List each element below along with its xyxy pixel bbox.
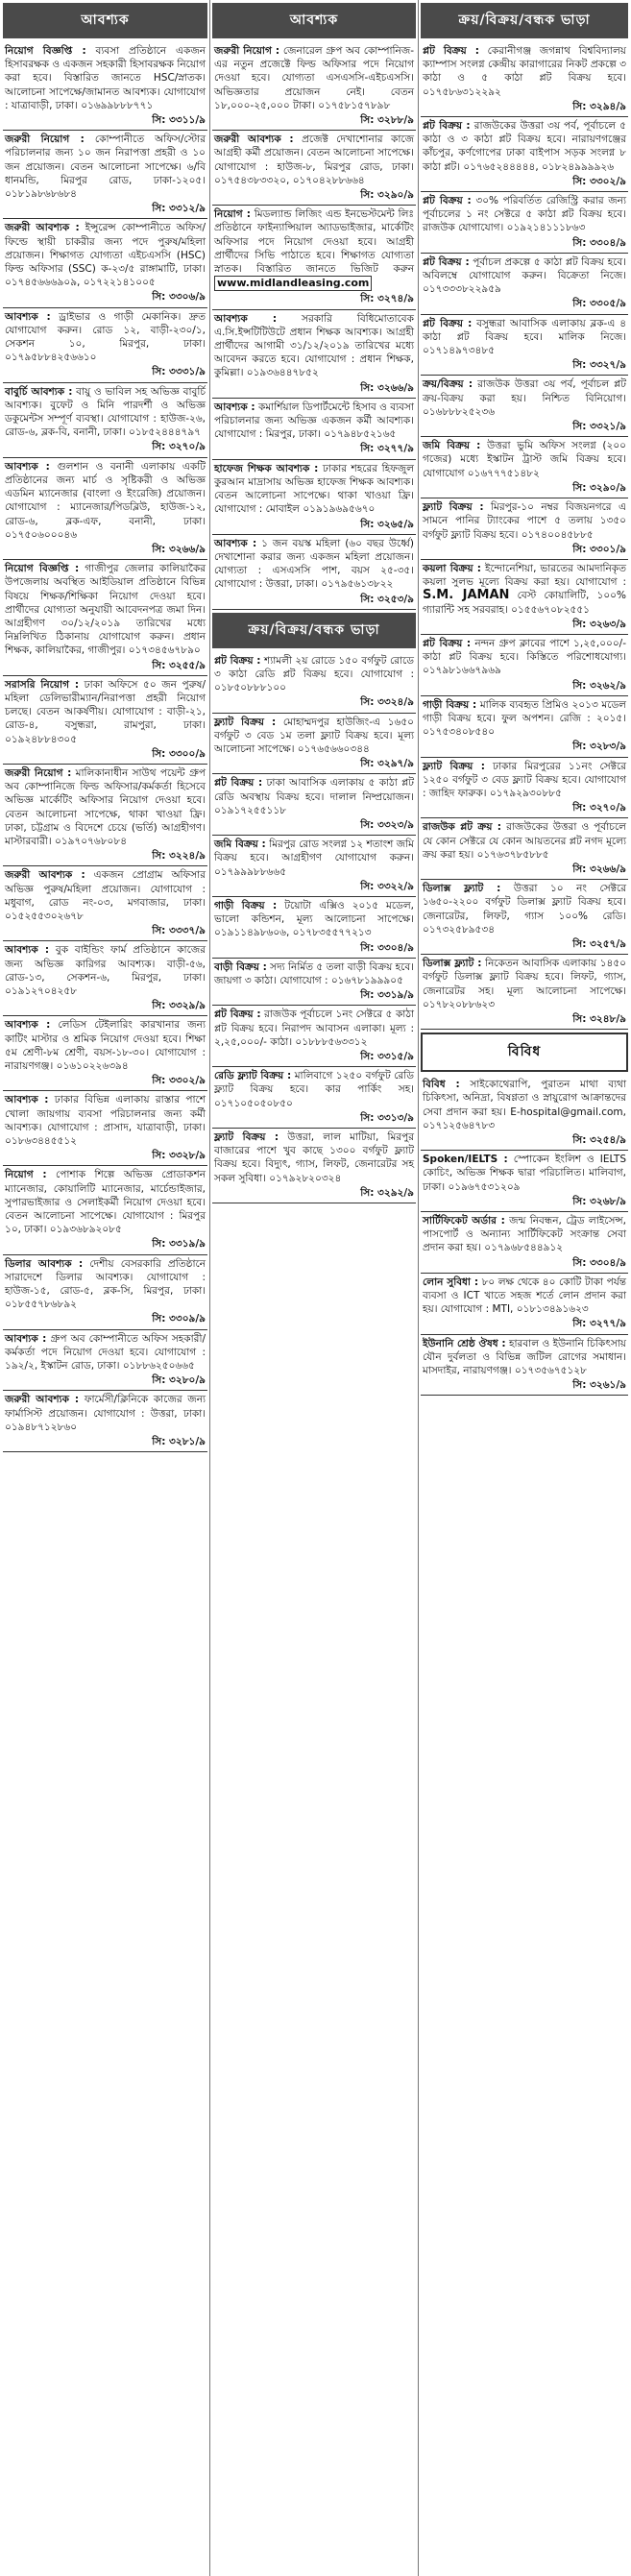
ad-ref-code: সি: ৩২৬৬/৯ xyxy=(152,543,206,555)
ad-ref-code: সি: ৩৩৩১/৯ xyxy=(152,366,206,378)
ad-body: বায়ু ও ভাবিল সহ অভিজ্ঞ বাবুর্চি আবশ্যক। বুফেট ও মিনি পারদর্শী ও অভিজ্ঞ ডকুমেন্টস সম্পূর্ণ ব্যবস্থা। যোগাযোগ : হাউজ-২৬, রোড-৬, ব্লক-বি, বনানী, ঢাকা। ০১৮৫২৪৪৪৭৯৭ xyxy=(5,385,206,439)
ad-keyword: আবশ্যক : xyxy=(5,1019,51,1032)
classified-ad xyxy=(212,42,416,131)
ad-body: উত্তরা, লাল মাটিয়া, মিরপুর বাজারের পাশে খুব কাছে ১৩০০ বর্গফুট ফ্ল্যাট বিক্রয় হবে। বিদ্যুৎ, গ্যাস, লিফট, জেনারেটর সহ সকল সুবিধা। ০১৭৯২৮২০৩২৪ xyxy=(214,1131,415,1184)
classified-ad xyxy=(212,131,416,206)
ad-keyword: নিয়োগ বিজ্ঞপ্তি : xyxy=(5,563,80,575)
ad-body: পূর্বাচল প্রকল্পে ৫ কাঠা প্লট বিক্রয় হবে। অবিলম্বে যোগাযোগ করুন। বিক্রেতা নিজে। ০১৭৩৩৩৮২২৯৫৯ xyxy=(423,255,626,296)
classified-ad xyxy=(3,765,207,866)
ad-body: গাজীপুর জেলার কালিয়াকৈর উপজেলায় অবস্থিত আইডিয়াল প্রতিষ্ঠানে বিভিন্ন বিষয়ে শিক্ষক/শিক্ষিকা নিয়োগ দেওয়া হবে। প্রার্থীদের যোগ্যতা অনুযায়ী আবেদনপত্র জমা দিন। আগ্রহীগণ ৩০/১২/২০১৯ তারিখের মধ্যে নিম্নলিখিত ঠিকানায় যোগাযোগ করুন। প্রধান শিক্ষক, কালিয়াকৈর, গাজীপুর। ০১৭৩৪৫৬৭৮৯০ xyxy=(5,563,206,657)
ad-body: বসুন্ধরা আবাসিক এলাকায় ব্লক-এ ৪ কাঠা প্লট বিক্রয় হবে। মালিক নিজে। ০১৭১৪৯৭৩৪৮৫ xyxy=(423,317,627,357)
ad-ref-code: সি: ৩২৪৮/৯ xyxy=(572,1013,626,1025)
classified-ad xyxy=(421,696,628,758)
classified-ad xyxy=(212,897,416,959)
ad-ref-code: সি: ৩২৯৭/৯ xyxy=(360,758,414,770)
classified-ad xyxy=(212,460,416,535)
ad-ref-code: সি: ৩২৬৬/৯ xyxy=(572,863,626,875)
classified-ad xyxy=(3,219,207,307)
ad-keyword: কয়লা বিক্রয় : xyxy=(423,562,481,574)
classified-ad xyxy=(3,560,207,676)
classified-ad xyxy=(421,315,628,377)
ad-body: ৩০% পরিবর্তিত রেজিস্ট্রি করার জন্য পূর্বাচলের ১ নং সেক্টরে ৫ কাঠা প্লট বিক্রয় হবে। রাজউক যোগাযোগ। ০১৯২১৪১১১৮৬৩ xyxy=(423,195,626,234)
ad-ref-code: সি: ৩২৯৪/৯ xyxy=(572,100,626,112)
ad-keyword: বাবুর্চি আবশ্যক : xyxy=(5,385,73,398)
ad-ref-code: সি: ৩২৬৫/৯ xyxy=(360,518,414,530)
ad-ref-code: সি: ৩২৮৩/৯ xyxy=(572,741,626,753)
ad-ref-code: সি: ৩৩০৪/৯ xyxy=(360,941,414,954)
ad-ref-code: সি: ৩৩২৯/৯ xyxy=(152,1000,206,1012)
ad-body: মিরপুর রোড সংলগ্ন ১২ শতাংশ জমি বিক্রয় হবে। আগ্রহীগণ যোগাযোগ করুন। ০১৭৯৯৯৮৮৬৬৫ xyxy=(214,838,414,878)
ad-body: রাজউক উত্তরা ৩য় পর্ব, পূর্বাচল প্লট ক্রয়-বিক্রয় করা হয়। নিশ্চিত বিনিয়োগ। ০১৬৮৮৮২৫২৩৬ xyxy=(423,378,627,418)
classified-ad xyxy=(212,1129,416,1203)
classified-ad xyxy=(212,206,416,309)
ad-keyword: প্লট বিক্রয় : xyxy=(214,654,261,667)
ad-ref-code: সি: ৩৩০১/৯ xyxy=(572,543,626,555)
ad-ref-code: সি: ৩৩২৩/৯ xyxy=(360,818,414,831)
classified-ad xyxy=(421,1212,628,1274)
ad-ref-code: সি: ৩২৮১/৯ xyxy=(152,1436,206,1448)
column-divider xyxy=(209,0,210,2576)
ad-ref-code: সি: ৩২৫৪/৯ xyxy=(572,1134,626,1147)
column-2 xyxy=(212,0,416,2576)
ad-body: ৮০ লক্ষ থেকে ৪০ কোটি টাকা পর্যন্ত ব্যবসা ও ICT খাতে সহজ শর্তে লোন প্রদান করা হয়। যোগাযোগ : MTI, ০১৮১৩৪৯১৬২৩ xyxy=(423,1276,626,1316)
ad-keyword: ডিলার আবশ্যক : xyxy=(5,1257,84,1270)
classified-ad xyxy=(3,866,207,941)
classified-ad xyxy=(212,836,416,897)
ad-body: নন্দন গ্রুপ ক্লাবের পাশে ১,২৫,০০০/- কাঠা প্লট বিক্রয় হবে। কিস্তিতে পরিশোধযোগ্য। ০১৭৯৮১৬৬৭৯৬৯ xyxy=(423,637,626,677)
ad-keyword: আবশ্যক : xyxy=(214,401,255,413)
ad-keyword: জরুরী নিয়োগ : xyxy=(5,766,72,779)
ad-keyword: রেডি ফ্ল্যাট বিক্রয় : xyxy=(214,1070,292,1082)
ad-body: ব্যবসা প্রতিষ্ঠানে একজন হিসাবরক্ষক ও একজন সহকারী হিসাবরক্ষক নিয়োগ করা হবে। বিস্তারিত জানতে HSC/স্নাতক। আলোচনা সাপেক্ষে/জামানত আবশ্যক। যোগাযোগ : যাত্রাবাড়ী, ঢাকা। ০১৬৯৯৮৮৮৭৭১ xyxy=(5,45,206,111)
ad-body: মিরপুর-১০ নম্বর বিজয়নগরে এ সামনে পানির ট্যাংকের পাশে ৫ তলায় ১৩৫০ বর্গফুট ফ্ল্যাট বিক্রয় হবে। ০১৭৪০০৪৫৮৮৫ xyxy=(423,501,626,541)
classified-ad xyxy=(3,1391,207,1452)
classified-ad xyxy=(3,1255,207,1330)
classified-ad xyxy=(421,1274,628,1335)
classified-ad xyxy=(421,758,628,819)
ad-keyword: জমি বিক্রয় : xyxy=(214,838,266,851)
ad-ref-code: সি: ৩২৬৩/৯ xyxy=(572,618,626,630)
classified-ad xyxy=(421,192,628,254)
ad-body: মালিবাগে ১২৫০ বর্গফুট রেডি ফ্ল্যাট বিক্রয় হবে। কার পার্কিং সহ। ০১৭১০৫০৫০৮৫০ xyxy=(214,1070,415,1109)
ad-keyword: গাড়ী বিক্রয় : xyxy=(423,698,477,711)
ad-body: উত্তরা ১০ নং সেক্টরে ১৬৫০-২২০০ বর্গফুট ডিলাক্স ফ্ল্যাট বিক্রয় হবে। জেনারেটর, লিফট, গ্যাস ১০০% রেডি। ০১৭৩২৫৮৯৫৩৪ xyxy=(423,883,626,936)
column-divider xyxy=(418,0,419,2576)
ad-ref-code: সি: ৩২৭৪/৯ xyxy=(360,293,414,305)
classified-ad xyxy=(421,498,628,560)
ad-keyword: জরুরী আবশ্যক : xyxy=(5,1394,80,1406)
classified-ad xyxy=(3,941,207,1016)
ad-keyword: প্লট বিক্রয় : xyxy=(423,195,472,207)
ad-keyword: জরুরী আবশ্যক : xyxy=(5,222,80,234)
ad-ref-code: সি: ৩৩০৪/৯ xyxy=(572,236,626,249)
ad-body: ঢাকার মিরপুরের ১১নং সেক্টরে ১২৫০ বর্গফুট ৩ বেড ফ্ল্যাট বিক্রয় হবে। যোগাযোগ : জাহিদ ফারুক। ০১৭৯২৯৩০৮৮৫ xyxy=(423,760,626,799)
ad-body: পোশাক শিল্পে অভিজ্ঞ প্রোডাকশন ম্যানেজার, কোয়ালিটি ম্যানেজার, মার্চেন্ডাইজার, সুপারভাইজার ও সেলাইকর্মী নিয়োগ দেওয়া হবে। বেতন আলোচনা সাপেক্ষে। যোগাযোগ : মিরপুর ১০, ঢাকা। ০১৯৩৬৮৯২০৮৫ xyxy=(5,1169,206,1236)
ad-body: গ্রুপ অব কোম্পানীতে অফিস সহকারী/কর্মকর্তা পদে নিয়োগ দেওয়া হবে। যোগাযোগ : ১৯২/২, ইস্কাটন রোড, ঢাকা। ০১৮৮৬২৫০৬৬৫ xyxy=(5,1332,206,1373)
ad-ref-code: সি: ৩৩২২/৯ xyxy=(360,880,414,892)
classified-ad xyxy=(421,1151,628,1212)
ad-ref-code: সি: ৩৩১২/৯ xyxy=(152,203,206,215)
ad-keyword: ফ্ল্যাট বিক্রয় : xyxy=(214,716,277,728)
ad-ref-code: সি: ৩২৫৫/৯ xyxy=(152,659,206,671)
classified-ad xyxy=(421,117,628,192)
ad-keyword: ফ্ল্যাট বিক্রয় : xyxy=(423,501,484,514)
ad-body: মোহাম্মদপুর হাউজিং-এ ১৬৫০ বর্গফুট ৩ বেড ১ম তলা ফ্ল্যাট বিক্রয় হবে। মূল্য আলোচনা সাপেক্ষে। ০১৭৬৫৬৬০৩৪৪ xyxy=(214,716,414,755)
ad-ref-code: সি: ৩২৯০/৯ xyxy=(360,189,414,202)
ad-ref-code: সি: ৩৩০২/৯ xyxy=(572,175,626,187)
ad-ref-code: সি: ৩৩২৭/৯ xyxy=(572,359,626,372)
ad-keyword: Spoken/IELTS : xyxy=(423,1154,508,1166)
ad-keyword: ইউনানি শ্রেষ্ঠ ঔষধ : xyxy=(423,1337,506,1349)
classified-ad xyxy=(3,308,207,383)
ad-keyword: আবশ্যক : xyxy=(5,1094,49,1106)
classified-ad xyxy=(212,774,416,836)
ad-ref-code: সি: ৩২৬১/৯ xyxy=(572,1379,626,1392)
classified-ad xyxy=(421,560,628,635)
ad-keyword: আবশ্যক : xyxy=(5,460,50,473)
ad-keyword: জরুরী নিয়োগ : xyxy=(5,134,85,146)
ad-body: মালিক ব্যবহৃত প্রিমিও ২০১৩ মডেল গাড়ী বিক্রয় হবে। ফুল অপশন। রেজি : ২০১৫। ০১৭৫৩৪০৮৫৪০ xyxy=(423,698,626,739)
ad-body: কেরানীগঞ্জ জগন্নাথ বিশ্ববিদ্যালয় ক্যাম্পাস সংলগ্ন কেন্দ্রীয় কারাগারের নিকট প্রকল্পে ৩ কাঠা ও ৫ কাঠা প্লট বিক্রয় হবে। ০১৭৫৮৬৩১২২৯২ xyxy=(423,45,626,98)
ad-keyword: গাড়ী বিক্রয় : xyxy=(214,899,278,911)
ad-keyword: নিয়োগ : xyxy=(5,1169,47,1181)
ad-body-cont: বেস্ট কোয়ালিটি, ১০০% গ্যারান্টি সহ সরবরাহ। ০১৫৫৬৭০৮২৫৫১ xyxy=(423,590,626,616)
ad-keyword: বাড়ী বিক্রয় : xyxy=(214,960,267,973)
ad-ref-code: সি: ৩৩০০/৯ xyxy=(152,747,206,760)
section-header: আবশ্যক xyxy=(212,3,416,38)
ad-body: মিডল্যান্ড লিজিং এন্ড ইনভেস্টমেন্ট লিঃ প্রতিষ্ঠানে ফাইন্যান্সিয়াল অ্যাডভাইজার, মার্কেটিং অফিসার পদে নিয়োগ দেওয়া হবে। আগ্রহী প্রার্থীদের সিভি পাঠাতে হবে। শিক্ষাগত যোগ্যতা স্নাতক। বিস্তারিত জানতে ভিজিট করুন xyxy=(214,208,414,276)
ad-keyword: ক্রয়/বিক্রয় : xyxy=(423,378,473,391)
ad-keyword: ডিলাক্স ফ্ল্যাট : xyxy=(423,958,482,970)
ad-body: ঢাকা অফিসে ৫০ জন পুরুষ/মহিলা ডেলিভারীম্যান/নিরাপত্তা প্রহরী নিয়োগ চলছে। বেতন আকর্ষণীয়। যোগাযোগ : বাড়ী-২১, রোড-৪, বসুন্ধরা, রামপুরা, ঢাকা। ০১৯২৪৮৮৪৩০৫ xyxy=(5,678,206,745)
ad-ref-code: সি: ৩২৭০/৯ xyxy=(572,802,626,814)
ad-ref-code: সি: ৩৩০৯/৯ xyxy=(152,1313,206,1325)
ad-keyword: বিবিধ : xyxy=(423,1079,460,1091)
ad-ref-code: সি: ৩২৭৭/৯ xyxy=(360,443,414,455)
ad-ref-code: সি: ৩২৭০/৯ xyxy=(152,441,206,453)
ad-keyword: জরুরী আবশ্যক : xyxy=(5,869,85,882)
column-3 xyxy=(421,0,628,2576)
ad-keyword: সার্টিফিকেট অর্ডার : xyxy=(423,1215,505,1227)
ad-ref-code: সি: ৩৩৩৭/৯ xyxy=(152,925,206,937)
classified-ad xyxy=(3,131,207,219)
classified-ad xyxy=(3,1091,207,1166)
ad-body: জন্ম নিবন্ধন, ট্রেড লাইসেন্স, পাসপোর্ট ও অন্যান্য সার্টিফিকেট সংক্রান্ত সেবা প্রদান করা হয়। ০১৭৯৬৮৫৪৪৯১২ xyxy=(423,1215,626,1254)
ad-ref-code: সি: ৩৩২৪/৯ xyxy=(360,696,414,709)
classified-ad xyxy=(3,458,207,560)
ad-keyword: রাজউক প্লট ক্রয় : xyxy=(423,821,501,834)
ad-body: গুলশান ও বনানী এলাকায় একটি প্রতিষ্ঠানের জন্য মার্চ ও সৃষ্টিকরী ও অভিজ্ঞ এডমিন ম্যানেজার (বাংলা ও ইংরেজি) প্রয়োজন। যোগাযোগ : ম্যানেজার/পিডব্লিউ, হাউজ-১২, রোড-৬, ব্লক-এফ, বনানী, ঢাকা। ০১৭৫০৬০০০৪৬ xyxy=(5,460,206,541)
classified-ad xyxy=(421,42,628,117)
classified-ad xyxy=(3,42,207,131)
ad-ref-code: সি: ৩২৫৭/৯ xyxy=(572,937,626,950)
ad-ref-code: সি: ৩৩২১/৯ xyxy=(572,421,626,433)
ad-keyword: প্লট বিক্রয় : xyxy=(214,1009,261,1021)
ad-body: শ্যামলী ২য় রোডে ১৫০ বর্গফুট রোডে ৩ কাঠা রেডি প্লট বিক্রয় হবে। যোগাযোগ : ০১৮৫০৮৮৮১০০ xyxy=(214,654,414,694)
ad-keyword: জরুরী আবশ্যক : xyxy=(214,134,294,146)
ad-ref-code: সি: ৩২২৪/৯ xyxy=(152,850,206,863)
ad-keyword: নিয়োগ বিজ্ঞপ্তি : xyxy=(5,45,86,57)
classified-ad xyxy=(421,437,628,498)
ad-ref-code: সি: ৩২৬৬/৯ xyxy=(360,381,414,394)
ad-body: জেনারেল গ্রুপ অব কোম্পানিজ-এর নতুন প্রজেক্টে ফিল্ড অফিসার পদে নিয়োগ দেওয়া হবে। যোগ্যতা এসএসসি-এইচএসসি। অভিজ্ঞতার প্রয়োজন নেই। বেতন ১৮,০০০-২৫,০০০ টাকা। ০১৭৫৮১৫৭৮৯৮ xyxy=(214,45,415,111)
ad-body: ১ জন বয়স্ক মহিলা (৬০ বছর উর্ধ্বে) দেখাশোনা করার জন্য একজন মহিলা প্রয়োজন। যোগ্যতা : এসএসসি পাশ, বয়স ২৫-৩৫। যোগাযোগ : উত্তরা, ঢাকা। ০১৭৯৫৬১৩৮২২ xyxy=(214,537,414,591)
classified-ad xyxy=(421,1335,628,1397)
ad-keyword: আবশ্যক : xyxy=(5,1332,47,1345)
ad-body: প্রজেক্ট দেখাশোনার কাজে আগ্রহী কর্মী প্রয়োজন। বেতন আলোচনা সাপেক্ষে। যোগাযোগ : হাউজ-৮, মিরপুর রোড, ঢাকা। ০১৭৫৪৩৮৩৩২০, ০১৭০৪২৮৮৬৬৪ xyxy=(214,134,414,186)
classified-ad xyxy=(212,652,416,714)
ad-body: উত্তরা ভুমি অফিস সংলগ্ন (২০০ গজের) মধ্যে ইস্কাটন ট্রাস্ট জমি বিক্রয় হবে। যোগাযোগ ০১৬৭৭৭৫১৪৮২ xyxy=(423,440,626,479)
ad-body: দেশীয় বেসরকারি প্রতিষ্ঠানে সারাদেশে ডিলার আবশ্যক। যোগাযোগ : হাউজ-১৫, রোড-৫, ব্লক-সি, মিরপুর, ঢাকা। ০১৮৫৫৭৮৬৮৯২ xyxy=(5,1257,206,1311)
classified-ad xyxy=(212,535,416,610)
ad-keyword: প্লট বিক্রয় : xyxy=(214,777,263,790)
ad-body: হারবাল ও ইউনানি চিকিৎসায় যৌন দুর্বলতা ও বিভিন্ন জটিল রোগের সমাধান। মাসদাইর, নারায়ণগঞ্জ। ০১৭৩৫৬৭৫১২৮ xyxy=(423,1337,626,1377)
classified-ad xyxy=(3,1330,207,1392)
ad-ref-code: সি: ৩২৯২/৯ xyxy=(360,1186,414,1199)
website-link[interactable]: www.midlandleasing.com xyxy=(214,276,372,291)
ad-body: কোম্পানীতে অফিস/স্টোর পরিচালনার জন্য ১০ জন নিরাপত্তা প্রহরী ও ১০ জন প্রয়োজন। বেতন আলোচনা সাপেক্ষে। ৬/বি ধানমন্ডি, মিরপুর রোড, ঢাকা-১২০৫। ০১৮১৯৮৬৮৬৮৪ xyxy=(5,134,206,201)
ad-keyword: আবশ্যক : xyxy=(214,537,257,549)
ad-ref-code: সি: ৩৩০৪/৯ xyxy=(572,1256,626,1269)
ad-keyword: ডিলাক্স ফ্ল্যাট : xyxy=(423,883,501,895)
ad-ref-code: সি: ৩৩১৯/৯ xyxy=(152,1238,206,1251)
ad-ref-code: সি: ৩৩০২/৯ xyxy=(152,1075,206,1087)
ad-keyword: লোন সুবিধা : xyxy=(423,1276,479,1288)
classified-ad xyxy=(421,1076,628,1151)
ad-body: সদ্য নির্মিত ৫ তলা বাড়ী বিক্রয় হবে। জায়গা ৩ কাঠা। যোগাযোগ : ০১৬৭৮১৯৯৯০৫ xyxy=(214,960,414,986)
classified-ad xyxy=(212,714,416,775)
ad-ref-code: সি: ৩২৬৮/৯ xyxy=(572,1195,626,1207)
ad-keyword: প্লট বিক্রয় : xyxy=(423,637,472,649)
ad-keyword: ফ্ল্যাট বিক্রয় : xyxy=(423,760,485,772)
section-header: ক্রয়/বিক্রয়/বন্ধক ভাড়া xyxy=(212,613,416,648)
ad-keyword: আবশ্যক : xyxy=(5,944,50,957)
ad-body: টয়োটা এক্সিও ২০১৫ মডেল, ভালো কন্ডিশন, মূল্য আলোচনা সাপেক্ষে। ০১৯১১৪৯৮৬০৬, ০১৭৮৩৫৫৭৭২১৩ xyxy=(214,899,415,939)
ad-keyword: প্লট বিক্রয় : xyxy=(423,317,473,329)
ad-body: ঢাকার বিভিন্ন এলাকায় রাস্তার পাশে খোলা জায়গায় ব্যবসা পরিচালনার জন্য কর্মী আবশ্যক। যোগাযোগ : প্রাসাদ, যাত্রাবাড়ী, ঢাকা। ০১৮৬৩৪৪৫৫১২ xyxy=(5,1094,206,1148)
ad-ref-code: সি: ৩৩১৫/৯ xyxy=(360,1051,414,1062)
ad-body: ড্রাইভার ও গাড়ী মেকানিক। দ্রুত যোগাযোগ করুন। রোড ১২, বাড়ী-২৩০/১, সেকশন ১০, মিরপুর, ঢাকা। ০১৭৯৫৮৮৪২৫৬৬১০ xyxy=(5,310,206,364)
ad-keyword: আবশ্যক : xyxy=(5,310,51,323)
ad-body: রাজউক পূর্বাচলে ১নং সেক্টরে ৫ কাঠা প্লট বিক্রয় হবে। নিরাপদ আবাসন এলাকা। মূল্য : ২,২৫,০০০/- কাঠা। ০১৮৮৮৫৬৩৩১২ xyxy=(214,1009,414,1048)
ad-keyword: প্লট বিক্রয় : xyxy=(423,255,470,268)
ad-ref-code: সি: ৩৩১৯/৯ xyxy=(360,989,414,1002)
section-header: বিবিধ xyxy=(421,1033,628,1072)
ad-keyword: জরুরী নিয়োগ : xyxy=(214,45,280,57)
section-header: আবশ্যক xyxy=(3,3,207,38)
ad-body: ঢাকা আবাসিক এলাকায় ৫ কাঠা প্লট রেডি অবস্থায় বিক্রয় হবে। দালাল নিষ্প্রয়োজন। ০১৯১৭২৫৫১১৮ xyxy=(214,777,414,816)
ad-keyword: আবশ্যক : xyxy=(214,312,278,325)
ad-body: লেডিস টেইলারিং কারখানার জন্য কাটিং মাস্টার ও শ্রমিক নিয়োগ দেওয়া হবে। শিক্ষা ৫ম শ্রেণী-৮ম শ্রেণী, বয়স-১৮-৩০। যোগাযোগ : নারায়ণগঞ্জ। ০১৬১০২২৬৩৯৪ xyxy=(5,1019,206,1073)
ad-keyword: হাফেজ শিক্ষক আবশ্যক : xyxy=(214,462,319,474)
ad-body: রাজউকের উত্তরা ও পূর্বাচলে যে কোন সেক্টরে যে কোন আয়তনের প্লট নগদ মূল্যে ক্রয় করা হয়। ০১৭৬৩৭৮৫৮৮৫ xyxy=(423,821,626,861)
classified-ad xyxy=(212,959,416,1007)
ad-ref-code: সি: ৩২৮৮/৯ xyxy=(360,114,414,127)
column-1 xyxy=(3,0,207,2576)
ad-body: সরকারি বিধিমোতাবেক এ.সি.ইন্সটিটিউটে প্রধান শিক্ষক আবশ্যক। আগ্রহী প্রার্থীদের আগামী ৩১/১২/২০১৯ তারিখের মধ্যে আবেদন করতে হবে। যোগাযোগ : প্রধান শিক্ষক, কুমিল্লা। ০১৯৩৬৪৪৭৮৫২ xyxy=(214,312,414,379)
ad-ref-code: সি: ৩৩১১/৯ xyxy=(152,114,206,127)
ad-keyword: প্লট বিক্রয় : xyxy=(423,45,479,57)
ad-ref-code: সি: ৩৩২৮/৯ xyxy=(152,1150,206,1162)
ad-body: বুক বাইন্ডিং ফার্ম প্রতিষ্ঠানে কাজের জন্য অভিজ্ঞ কারিগর আবশ্যক। বাড়ী-৫৬, রোড-১৩, সেকশন-৬, মিরপুর, ঢাকা। ০১৯১২৭০৪২৫৮ xyxy=(5,944,206,997)
classified-ad xyxy=(421,818,628,880)
classified-ad xyxy=(3,383,207,458)
ad-body: ইন্দোনেশিয়া, ভারতের আমদানিকৃত কয়লা সুলভ মূল্যে বিক্রয় করা হয়। যোগাযোগ : xyxy=(423,562,627,589)
ad-brand: S.M. JAMAN xyxy=(423,588,510,603)
ad-body: কমার্শিয়াল ডিপার্টমেন্টে হিসাব ও ব্যবসা পরিচালনার জন্য অভিজ্ঞ একজন কর্মী আবশ্যক। যোগাযোগ : মিরপুর, ঢাকা। ০১৭৯৪৮৫২১৬৫ xyxy=(214,401,414,441)
ad-ref-code: সি: ৩২৭৭/৯ xyxy=(572,1318,626,1330)
ad-body: মালিকানাধীন সাউথ পয়েন্ট গ্রুপ অব কোম্পানিজে ফিল্ড অফিসার/কর্মকর্তা হিসেবে অভিজ্ঞ মার্কেটিং অফিসার নিয়োগ দেওয়া হবে। বেতন আলোচনা সাপেক্ষে, থাকা খাওয়া ফ্রি। ঢাকা, চট্টগ্রাম ও বিদেশে চেয়ে (ভর্তি) আগ্রহীগণ। মাস্টারবারী। ০১৯৭০৭৬৮০৮৪ xyxy=(5,766,206,847)
ad-body: সাইকোথেরাপি, পুরাতন মাথা ব্যথা চিকিৎসা, অনিদ্রা, বিষণ্ণতা ও স্নায়ুরোগ আক্রান্তদের সেবা প্রদান করা হয়। E-hospital@gmail.com, ০১৭১২৫৬৪৭৮৩ xyxy=(423,1079,627,1131)
ad-body: নিকেতন আবাসিক এলাকায় ১৪৫০ বর্গফুট ডিলাক্স ফ্ল্যাট বিক্রয় হবে। লিফট, গ্যাস, জেনারেটর সহ। মূল্য আলোচনা সাপেক্ষে। ০১৭৮২০৮৮৬২৩ xyxy=(423,958,626,1010)
section-header: ক্রয়/বিক্রয়/বন্ধক ভাড়া xyxy=(421,3,628,38)
ad-ref-code: সি: ৩৩০৬/৯ xyxy=(152,291,206,304)
ad-keyword: নিয়োগ : xyxy=(214,208,251,221)
ad-ref-code: সি: ৩২৮০/৯ xyxy=(152,1374,206,1387)
classified-ad xyxy=(212,1006,416,1067)
ad-ref-code: সি: ৩২৯০/৯ xyxy=(572,481,626,494)
classified-ad xyxy=(421,955,628,1030)
classified-ad xyxy=(3,676,207,765)
classified-ad xyxy=(421,880,628,955)
classified-ad xyxy=(212,310,416,399)
ad-ref-code: সি: ৩৩১৩/৯ xyxy=(360,1111,414,1124)
classified-ad xyxy=(3,1016,207,1091)
ad-ref-code: সি: ৩২৬২/৯ xyxy=(572,679,626,692)
ad-body: স্পোকেন ইংলিশ ও IELTS কোচিং, অভিজ্ঞ শিক্ষক দ্বারা পরিচালিত। মালিবাগ, ঢাকা। ০১৯৬৭৫৩১২০৯ xyxy=(423,1154,626,1193)
ad-body: একজন প্রোগ্রাম অফিসার অভিজ্ঞ পুরুষ/মহিলা প্রয়োজন। যোগাযোগ : মধুবাগ, রোড নং-০৩, মগবাজার, ঢাকা। ০১৫২৫৫৩০২৬৭৮ xyxy=(5,869,206,922)
ad-ref-code: সি: ৩২৫৩/৯ xyxy=(360,593,414,605)
ad-keyword: প্লট বিক্রয় : xyxy=(423,120,471,133)
ad-keyword: সরাসরি নিয়োগ : xyxy=(5,678,80,691)
classified-ad xyxy=(212,1067,416,1129)
ad-body: ইন্সুরেন্স কোম্পানীতে অফিস/ফিল্ডে স্থায়ী চাকরীর জন্য পদে পুরুষ/মহিলা প্রয়োজন। শিক্ষাগত যোগ্যতা এইচএসসি (HSC) ফিল্ড অফিসার (SSC) ক-২৩/৫ রাঙ্গামাটি, ঢাকা। ০১৭৪৫৬৬৬৯০৯, ০১৭২২১৪১০০৫ xyxy=(5,222,206,289)
ad-ref-code: সি: ৩৩০৫/৯ xyxy=(572,298,626,310)
classified-ad xyxy=(212,399,416,460)
classified-ad xyxy=(421,254,628,315)
classified-ad xyxy=(3,1166,207,1254)
classified-ad xyxy=(421,635,628,696)
ad-body: ফার্মেসী/ক্লিনিকে কাজের জন্য ফার্মাসিস্ট প্রয়োজন। যোগাযোগ : উত্তরা, ঢাকা। ০১৯৪৮৭১২৮৬০ xyxy=(5,1394,206,1433)
ad-keyword: ফ্ল্যাট বিক্রয় : xyxy=(214,1131,279,1144)
ad-keyword: জমি বিক্রয় : xyxy=(423,440,481,452)
ad-body: রাজউকের উত্তরা ৩য় পর্ব, পূর্বাচলে ৫ কাঠা ও ৩ কাঠা প্লট বিক্রয় হবে। নারায়ণগঞ্জের কাঁচপুর, কর্ণগোপের ঢাকা বাইপাস সড়ক সংলগ্ন ৮ কাঠা প্লট। ০১৭৬৫২৪৪৪৪৪, ০১৮২৪৯৯৯৯২৬ xyxy=(423,120,626,173)
classified-ad xyxy=(421,376,628,437)
ad-body: ঢাকার শহরের হিফজুল কুরআন মাদ্রাসায় অভিজ্ঞ হাফেজ শিক্ষক আবশ্যক। বেতন আলোচনা সাপেক্ষে। থাকা খাওয়া ফ্রি। যোগাযোগ : মোবাইল ০১৯১৯৬৯৫৬৭০ xyxy=(214,462,414,516)
